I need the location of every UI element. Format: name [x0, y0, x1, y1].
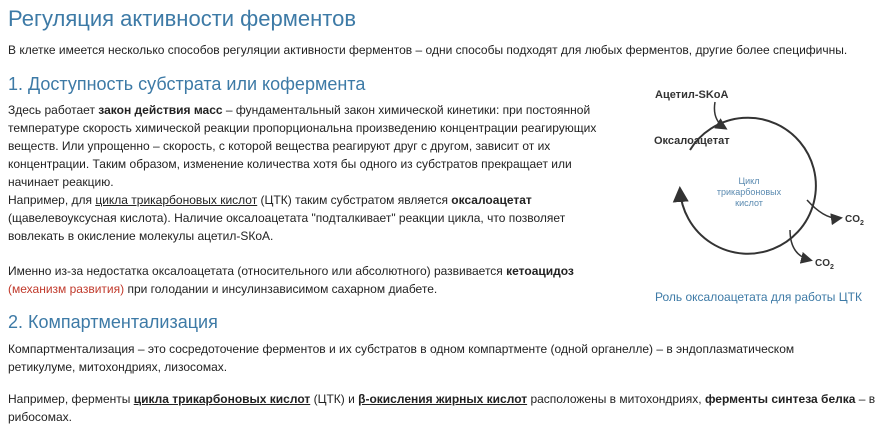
term-oxaloacetate: оксалоацетат	[451, 193, 532, 207]
section-1-paragraph-2: Например, для цикла трикарбоновых кислот (ЦТК) таким субстратом является оксалоацетат (щавелевоуксусная кислота). Наличие оксалоацетата "подталкивает" реакции цикла, что позволяет вовлекать в окисление молекулы ацетил-SКоА.	[8, 193, 566, 243]
cycle-label-3: кислот	[735, 198, 763, 208]
oxaloacetate-label: Оксалоацетат	[654, 135, 730, 147]
intro-paragraph: В клетке имеется несколько способов регуляции активности ферментов – одни способы подходят для любых ферментов, другие более специфичны.	[8, 43, 848, 57]
term-ketoacidosis: кетоацидоз	[506, 264, 574, 278]
tca-cycle-diagram	[640, 80, 880, 290]
section-2-paragraph-1: Компартментализация – это сосредоточение ферментов и их субстратов в одном компартменте (одной органелле) – в эндоплазматическом ретикулуме, митохондриях, лизосомах.	[8, 342, 795, 374]
link-tca-cycle-2[interactable]: цикла трикарбоновых кислот	[133, 392, 311, 406]
acetyl-arrow	[714, 102, 725, 128]
co2-arrow-2	[790, 230, 810, 260]
cycle-label-1: Цикл	[738, 176, 760, 186]
section-1-heading: 1. Доступность субстрата или кофермента	[8, 74, 366, 94]
section-1-paragraph-3: Именно из-за недостатка оксалоацетата (относительного или абсолютного) развивается кетоацидоз (механизм развития) при голодании и инсулинзависимом сахарном диабете.	[8, 264, 574, 296]
link-tca-cycle[interactable]: цикла трикарбоновых кислот	[95, 193, 258, 207]
figure-caption: Роль оксалоацетата для работы ЦТК	[655, 290, 862, 304]
term-mass-action-law: закон действия масс	[98, 103, 223, 117]
section-1-paragraph-1: Здесь работает закон действия масс – фундаментальный закон химической кинетики: при постоянной температуре скорость химической реакции пропорциональна произведению концентрации реагирующих веществ. Или упрощенно – скорость, с которой вещества реагируют друг с другом, зависит от их концентрации. Таким образом, изменение количества хотя бы одного из субстратов прекращает или начинает реакцию.	[8, 103, 597, 189]
cycle-label-2: трикарбоновых	[716, 187, 782, 197]
link-beta-oxidation[interactable]: β-окисления жирных кислот	[358, 392, 528, 406]
co2-label-1: $CO_2$	[845, 214, 864, 227]
acetyl-label: Ацетил-SKoA	[655, 89, 729, 101]
link-mechanism[interactable]: (механизм развития)	[8, 282, 125, 296]
term-protein-synthesis-enzymes: ферменты синтеза белка	[704, 392, 856, 406]
co2-label-2: $CO_2$	[815, 258, 834, 271]
section-2-heading: 2. Компартментализация	[8, 312, 218, 332]
page-title: Регуляция активности ферментов	[8, 6, 357, 31]
section-2-paragraph-2: Например, ферменты цикла трикарбоновых кислот (ЦТК) и β-окисления жирных кислот расположены в митохондриях, ферменты синтеза белка – в рибосомах.	[8, 392, 876, 424]
